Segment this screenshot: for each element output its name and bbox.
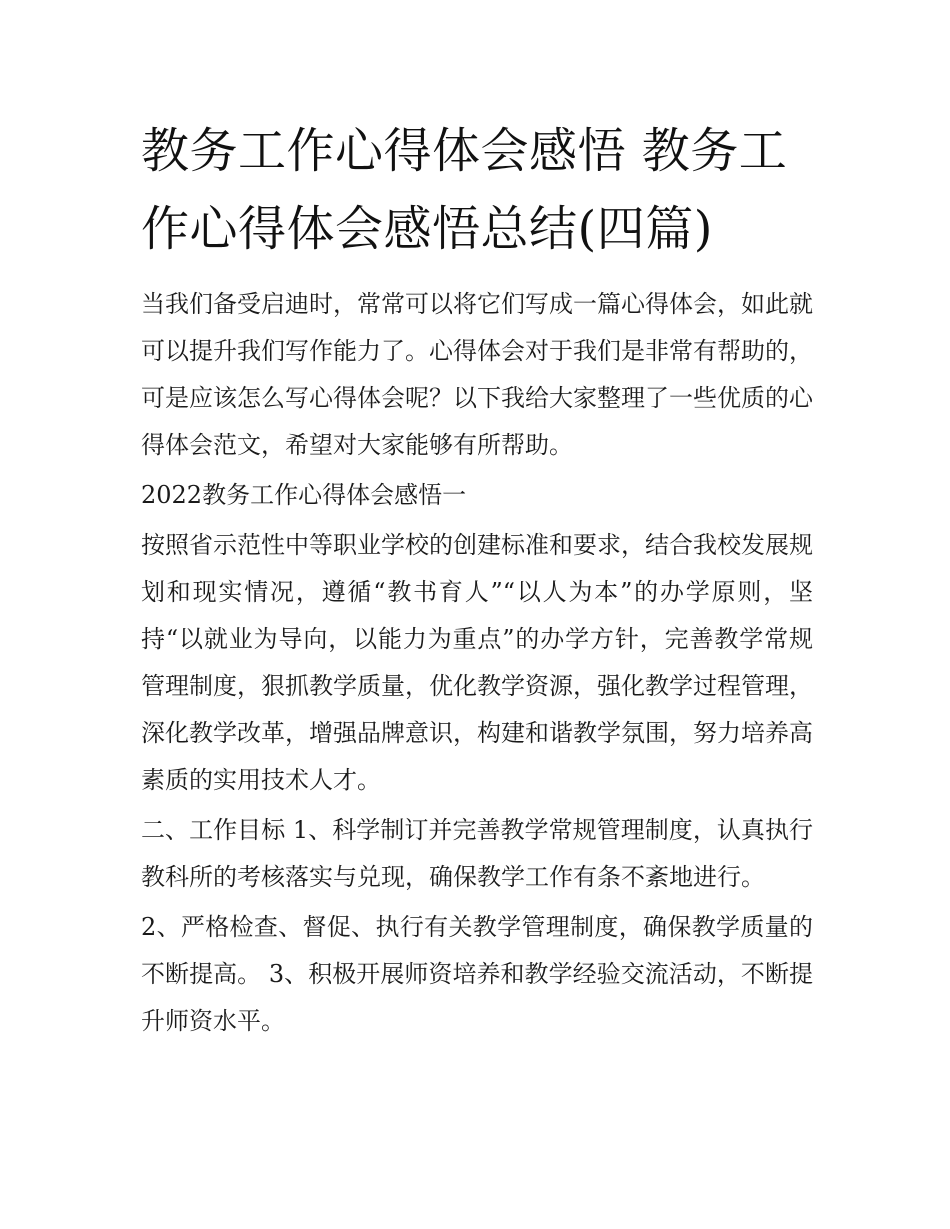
document-title: 教务工作心得体会感悟 教务工作心得体会感悟总结(四篇) — [141, 123, 788, 257]
body-paragraph-2: 二、工作目标 1、科学制订并完善教学常规管理制度，认真执行教科所的考核落实与兑现，确保教学工作有条不紊地进行。 — [141, 816, 813, 891]
intro-paragraph: 当我们备受启迪时，常常可以将它们写成一篇心得体会，如此就可以提升我们写作能力了。心得体会对于我们是非常有帮助的，可是应该怎么写心得体会呢？以下我给大家整理了一些优质的心得体会范文，希望对大家能够有所帮助。 — [141, 290, 813, 459]
body-paragraph-3: 2、严格检查、督促、执行有关教学管理制度，确保教学质量的不断提高。 3、积极开展师资培养和教学经验交流活动，不断提升师资水平。 — [141, 913, 813, 1035]
document-body — [141, 112, 813, 1045]
body-paragraph-1: 按照省示范性中等职业学校的创建标准和要求，结合我校发展规划和现实情况，遵循“教书育人”“以人为本”的办学原则，坚持“以就业为导向，以能力为重点”的办学方针，完善教学常规管理制度，狠抓教学质量，优化教学资源，强化教学过程管理，深化教学改革，增强品牌意识，构建和谐教学氛围，努力培养高素质的实用技术人才。 — [141, 531, 813, 794]
section-heading: 2022教务工作心得体会感悟一 — [141, 481, 467, 509]
